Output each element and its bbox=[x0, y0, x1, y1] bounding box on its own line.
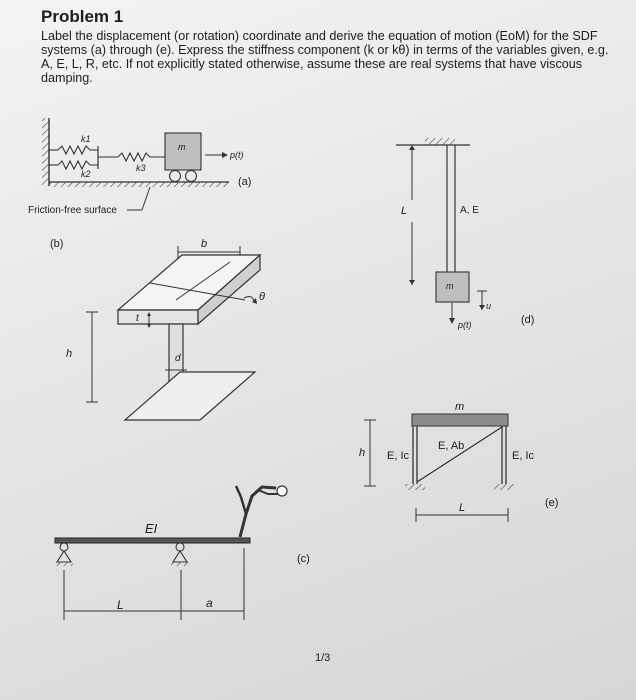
page-number: 1/3 bbox=[315, 652, 331, 664]
fig-e-left-column: E, Ic bbox=[387, 450, 410, 462]
figure-b-drawing bbox=[86, 246, 260, 420]
spring-k1 bbox=[58, 146, 98, 154]
spring-k3 bbox=[118, 153, 165, 161]
fig-a-k2: k2 bbox=[81, 169, 91, 179]
fig-c-tag: (c) bbox=[297, 553, 310, 565]
fig-a-mass-label: m bbox=[178, 142, 186, 152]
fig-e-length: L bbox=[459, 502, 466, 514]
fig-e-mass bbox=[412, 414, 508, 426]
fig-b-t: t bbox=[136, 313, 139, 324]
fig-a-force-label: p(t) bbox=[230, 150, 244, 160]
fig-b-b: b bbox=[201, 238, 208, 250]
fig-c-ei: EI bbox=[145, 521, 158, 536]
fig-d-tag: (d) bbox=[521, 314, 535, 326]
fig-a-k1: k1 bbox=[81, 134, 91, 144]
diving-board bbox=[55, 538, 250, 543]
fig-b-h: h bbox=[66, 348, 73, 360]
fig-b-theta: θ bbox=[259, 291, 265, 303]
fig-d-force-label: p(t) bbox=[458, 320, 472, 330]
problem-statement: Label the displacement (or rotation) coordinate and derive the equation of motion (EoM) for the SDF systems (a) through (e). Express the stiffness component (k or kθ) in terms of the variables given, e.g. A, E, L, R, etc. If not explicitly stated otherwise, assume these are real systems that have viscous damping. bbox=[41, 29, 609, 85]
fig-e-mass-label: m bbox=[455, 401, 465, 413]
problem-title: Problem 1 bbox=[41, 7, 124, 26]
fig-b-tag: (b) bbox=[50, 238, 64, 250]
fig-c-a: a bbox=[206, 596, 213, 610]
fig-a-tag: (a) bbox=[238, 176, 252, 188]
fig-a-wall bbox=[42, 118, 49, 186]
fig-e-right-column: E, Ic bbox=[512, 450, 535, 462]
fig-e-tag: (e) bbox=[545, 497, 559, 509]
fig-e-brace bbox=[417, 427, 502, 482]
figure-c-drawing bbox=[55, 486, 287, 620]
spring-k2 bbox=[58, 161, 98, 169]
table-base bbox=[125, 372, 255, 420]
figure-e-drawing bbox=[364, 414, 514, 522]
fig-d-u: u bbox=[486, 301, 492, 311]
fig-c-length: L bbox=[117, 598, 124, 612]
fig-a-k3: k3 bbox=[136, 163, 146, 173]
fig-a-floor bbox=[49, 182, 229, 187]
fig-a-surface-label: Friction-free surface bbox=[28, 205, 117, 216]
fig-d-ae: A, E bbox=[460, 205, 479, 216]
fig-e-h: h bbox=[359, 447, 366, 459]
fig-e-brace-label: E, Ab bbox=[438, 440, 465, 452]
fig-d-length: L bbox=[401, 205, 408, 217]
fig-b-d: d bbox=[175, 353, 181, 364]
figure-d-drawing bbox=[396, 138, 487, 324]
fig-d-mass-label: m bbox=[446, 281, 454, 291]
